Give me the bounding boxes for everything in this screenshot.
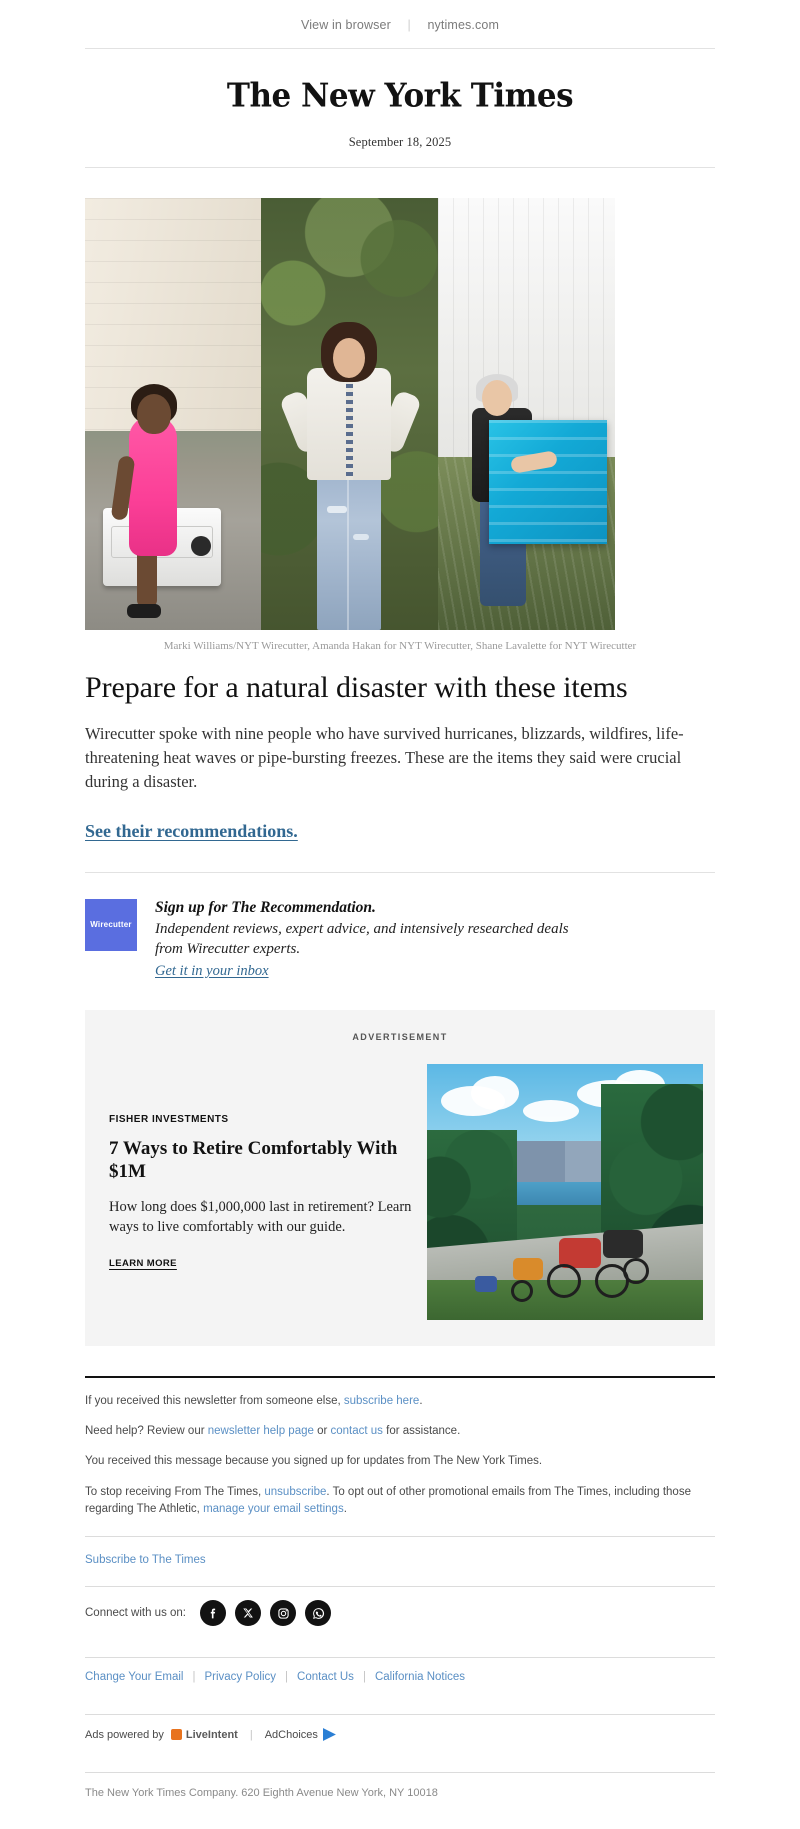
footer-link-change-your-email[interactable]: Change Your Email [85, 1671, 184, 1684]
issue-date: September 18, 2025 [348, 135, 452, 150]
subscribe-to-the-times-link[interactable]: Subscribe to The Times [85, 1554, 206, 1567]
subscribe-row [85, 1537, 715, 1568]
footer-note [85, 1453, 715, 1470]
person-shoe [127, 604, 161, 618]
footer-note-text: If you received this newsletter from someone else, [85, 1394, 344, 1407]
footer-top-rule [85, 1376, 715, 1378]
article-summary: Wirecutter spoke with nine people who have survived hurricanes, blizzards, wildfires, life-threatening heat waves or pipe-bursting freezes. These are the items they said were crucial during a disaster. [85, 723, 684, 792]
view-in-browser-link[interactable]: View in browser [300, 18, 391, 32]
learn-more-button[interactable]: LEARN MORE [109, 1258, 177, 1270]
cyclist [475, 1276, 497, 1292]
liveintent-name: LiveIntent [185, 1728, 238, 1741]
footer-note-text: or [313, 1425, 331, 1438]
footer-note [85, 1423, 715, 1440]
footer-note-text: Need help? Review our [85, 1425, 208, 1438]
footer-note-text: To stop receiving From The Times, [85, 1485, 265, 1498]
footer-inline-link[interactable]: newsletter help page [207, 1425, 314, 1438]
footer-link-california-notices[interactable]: California Notices [374, 1671, 466, 1684]
nytimes-site-link[interactable]: nytimes.com [427, 18, 499, 32]
advertisement-description: How long does $1,000,000 last in retirement? Learn ways to live comfortably with our guide. [109, 1198, 412, 1236]
person-pink-dress [129, 416, 177, 556]
advertiser-name: FISHER INVESTMENTS [109, 1113, 229, 1125]
footer-note-text: . [343, 1502, 347, 1515]
cloud [523, 1100, 579, 1122]
footer-note-text: for assistance. [382, 1425, 461, 1438]
person-blouse [307, 368, 391, 480]
footer-inline-link[interactable]: manage your email settings [203, 1502, 344, 1515]
facebook-icon[interactable] [200, 1600, 226, 1626]
footer-link-separator: | [192, 1671, 196, 1684]
hero-panel-woman-hands-on-hips [261, 198, 438, 630]
promo-title: Sign up for The Recommendation. [155, 898, 376, 916]
person-head [137, 394, 171, 434]
footer-notes [85, 1393, 715, 1518]
blue-tarp-object [489, 420, 607, 544]
connect-label: Connect with us on: [85, 1607, 187, 1620]
hero-image-wrap [0, 168, 800, 630]
advertisement-image-cyclists[interactable] [427, 1064, 703, 1320]
person-jeans [317, 462, 381, 630]
footer-inline-link[interactable]: contact us [330, 1425, 383, 1438]
footer-link-privacy-policy[interactable]: Privacy Policy [204, 1671, 277, 1684]
ads-powered-row [85, 1715, 715, 1754]
adchoices-label: AdChoices [264, 1728, 318, 1741]
whatsapp-icon[interactable] [305, 1600, 331, 1626]
footer-note-text: . [419, 1394, 423, 1407]
hero-panel-person-with-tarp [438, 198, 615, 630]
ads-separator: | [249, 1728, 253, 1741]
bicycle-wheel [511, 1280, 533, 1302]
ads-powered-by-label: Ads powered by [85, 1728, 164, 1741]
advertisement[interactable] [85, 1010, 715, 1346]
cooler-wheel [191, 536, 211, 556]
promo-wrap [0, 872, 800, 1010]
bicycle-wheel [623, 1258, 649, 1284]
instagram-icon[interactable] [270, 1600, 296, 1626]
nyt-logo[interactable]: The New York Times [226, 76, 574, 116]
person-head [482, 380, 512, 416]
advertisement-body [85, 1064, 715, 1320]
adchoices-badge[interactable] [265, 1728, 336, 1741]
photo-credit: Marki Williams/NYT Wirecutter, Amanda Hakan for NYT Wirecutter, Shane Lavalette for NYT Wirecutter [163, 640, 637, 653]
cyclist [603, 1230, 643, 1258]
wirecutter-signup-promo [85, 872, 715, 1010]
liveintent-icon [171, 1729, 182, 1740]
social-icons [200, 1600, 331, 1626]
footer-note-text: . To opt out of other promotional emails from The Times, including those regarding The Athletic, [85, 1485, 691, 1515]
advertisement-title: 7 Ways to Retire Comfortably With $1M [109, 1137, 398, 1183]
liveintent-logo[interactable] [171, 1729, 238, 1741]
cloud [471, 1076, 519, 1110]
footer-note-text: You received this message because you signed up for updates from The New York Times. [85, 1455, 543, 1468]
x-twitter-icon[interactable] [235, 1600, 261, 1626]
article-block [0, 654, 800, 872]
person-head [333, 338, 365, 378]
footer-link-separator: | [362, 1671, 366, 1684]
adchoices-icon [323, 1728, 336, 1741]
bicycle-wheel [547, 1264, 581, 1298]
wirecutter-logo[interactable]: Wirecutter [85, 899, 137, 951]
masthead [0, 49, 800, 116]
page-title: Prepare for a natural disaster with these items [85, 670, 628, 704]
hero-panel-woman-with-cooler [85, 198, 261, 630]
footer-link-contact-us[interactable]: Contact Us [297, 1671, 354, 1684]
see-recommendations-link[interactable]: See their recommendations. [85, 820, 298, 841]
footer-link-separator: | [285, 1671, 289, 1684]
company-address: The New York Times Company. 620 Eighth Avenue New York, NY 10018 [85, 1787, 438, 1800]
blouse-stripe [346, 368, 353, 480]
hero-image[interactable] [85, 198, 615, 630]
footer-links-row [85, 1658, 715, 1696]
preheader-divider: | [407, 18, 411, 32]
get-it-in-your-inbox-link[interactable]: Get it in your inbox [155, 962, 269, 979]
jeans-rip [327, 506, 347, 513]
promo-description: Independent reviews, expert advice, and intensively researched deals from Wirecutter experts. [155, 920, 569, 958]
advertisement-wrap [0, 1010, 800, 1346]
promo-body [155, 899, 585, 980]
footer [0, 1376, 800, 1799]
social-row [85, 1587, 715, 1639]
footer-note [85, 1393, 715, 1410]
advertisement-text [97, 1064, 427, 1320]
jeans-rip-2 [353, 534, 369, 540]
footer-inline-link[interactable]: subscribe here [343, 1394, 420, 1407]
footer-inline-link[interactable]: unsubscribe [264, 1485, 327, 1498]
cyclist [513, 1258, 543, 1280]
advertisement-label: ADVERTISEMENT [352, 1031, 448, 1042]
footer-note [85, 1484, 715, 1519]
preheader [0, 0, 800, 48]
